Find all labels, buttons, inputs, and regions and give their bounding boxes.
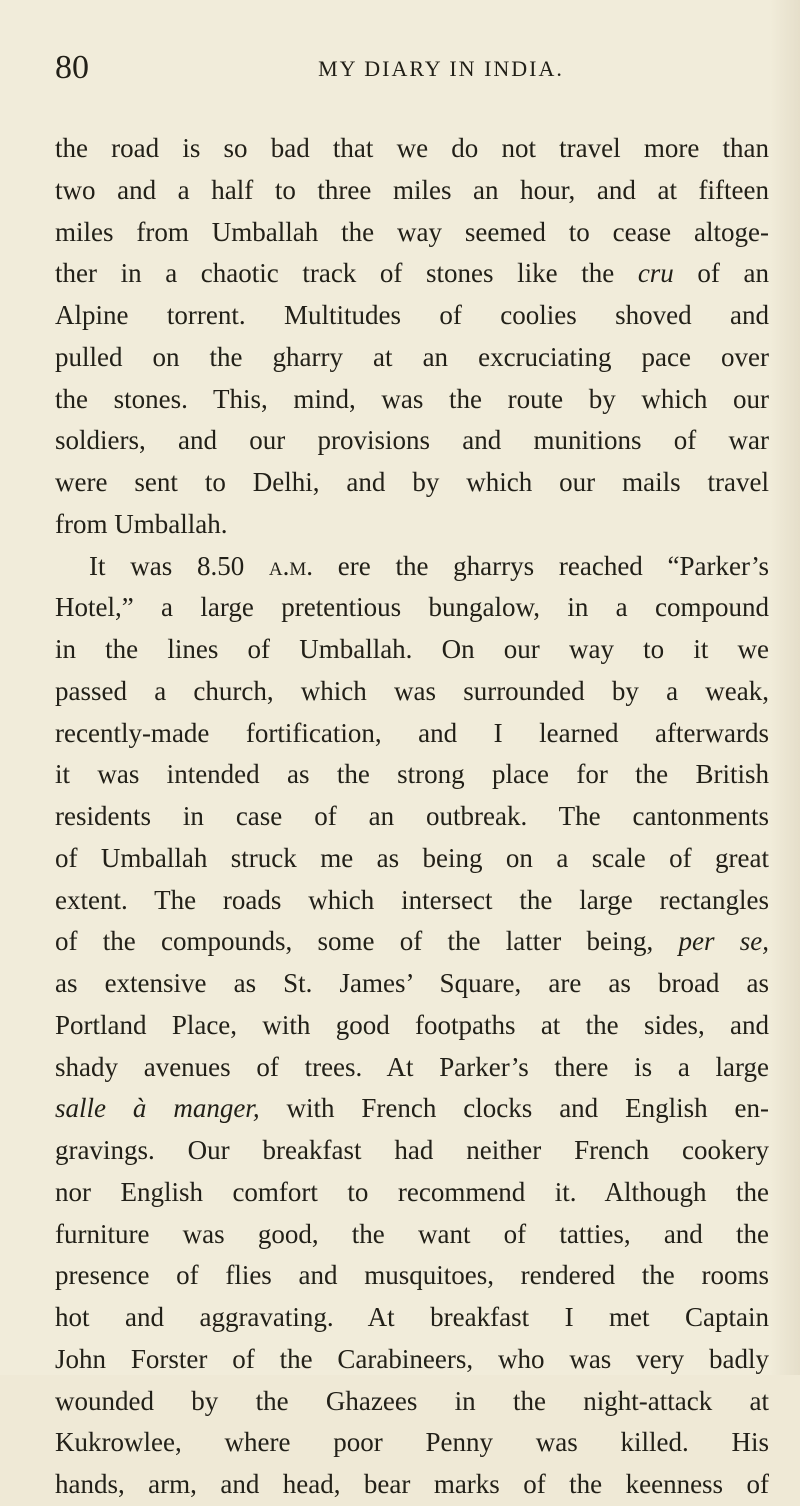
text-line: Kukrowlee, where poor Penny was killed. His [55,1427,769,1458]
text-line: residents in case of an outbreak. The cantonments [55,801,769,831]
text-line: recently-made fortification, and I learned afterwards [55,717,769,748]
body-text [55,128,769,1506]
text-line: ther in a chaotic track of stones like the cru of an [55,258,770,289]
text-line: were sent to Delhi, and by which our mails travel [55,467,769,497]
text-line: Hotel,” a large pretentious bungalow, in a compound [55,592,769,623]
text-line: nor English comfort to recommend it. Although the [55,1176,769,1207]
running-header [55,48,767,88]
italic-word: cru [637,258,674,289]
text-line: John Forster of the Carabineers, who was very badly [55,1343,769,1374]
running-title: MY DIARY IN INDIA. [318,56,564,81]
text-line: Alpine torrent. Multitudes of coolies shoved and [55,300,769,330]
text-line: passed a church, which was surrounded by a weak, [55,675,769,706]
text-line: Portland Place, with good footpaths at the sides, and [55,1009,769,1040]
italic-phrase: per se, [678,926,769,957]
text-line: miles from Umballah the way seemed to cease altoge- [55,216,769,247]
text-line: presence of flies and musquitoes, rendered the rooms [55,1260,769,1291]
text-line: furniture was good, the want of tatties, and the [55,1218,769,1249]
text-line: in the lines of Umballah. On our way to it we [55,634,769,664]
text-line: salle à manger, with French clocks and English en- [55,1093,769,1124]
text-line: extent. The roads which intersect the large rectangles [55,884,769,915]
italic-phrase: salle à manger, [55,1093,260,1124]
paragraph-start-line: It was 8.50 a.m. ere the gharrys reached “Parker’s [89,550,769,581]
text-line: the road is so bad that we do not travel more than [55,133,769,163]
time-abbreviation: a.m. [268,550,314,581]
text-line: of Umballah struck me as being on a scale of great [55,842,769,873]
text-line: pulled on the gharry at an excruciating pace over [55,341,769,372]
paragraph-end-line: from Umballah. [55,508,228,539]
text-line: shady avenues of trees. At Parker’s there is a large [55,1051,769,1082]
text-line: hands, arm, and head, bear marks of the keenness of [55,1469,769,1499]
text-line: soldiers, and our provisions and munitions of war [55,425,769,456]
text-line: as extensive as St. James’ Square, are as broad as [55,968,769,998]
text-line: of the compounds, some of the latter being, per se, [55,926,769,957]
text-line: it was intended as the strong place for the British [55,759,769,790]
page-number: 80 [55,49,89,86]
text-line: the stones. This, mind, was the route by which our [55,383,769,414]
text-line: two and a half to three miles an hour, and at fifteen [55,174,769,205]
text-line: hot and aggravating. At breakfast I met Captain [55,1302,769,1332]
text-line: gravings. Our breakfast had neither French cookery [55,1135,769,1165]
text-line: wounded by the Ghazees in the night-attack at [55,1385,769,1416]
